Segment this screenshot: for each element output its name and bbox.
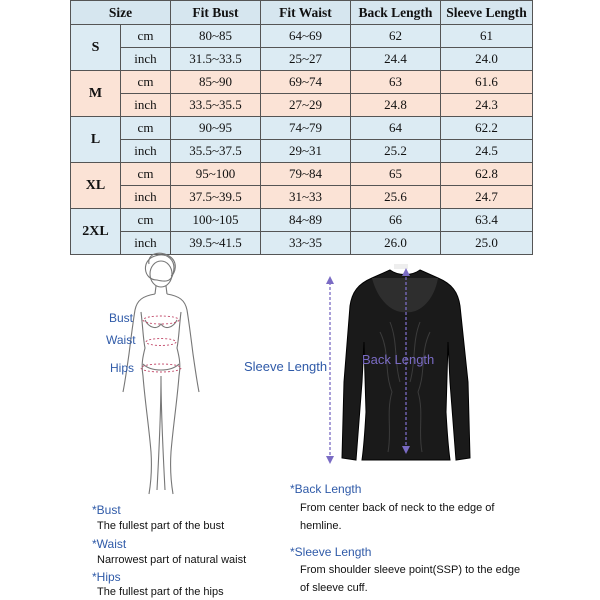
header-fit-bust: Fit Bust xyxy=(171,1,261,25)
size-cell: XL xyxy=(71,163,121,209)
def-text-sleeve-length-line1: From shoulder sleeve point(SSP) to the edge xyxy=(300,564,521,576)
table-row xyxy=(71,94,533,117)
figure-label-hips: Hips xyxy=(110,361,135,375)
body-figure-illustration xyxy=(95,252,235,502)
back-length-cell: 25.2 xyxy=(351,140,441,163)
table-row xyxy=(71,71,533,94)
def-text-bust: The fullest part of the bust xyxy=(97,520,225,532)
header-fit-waist: Fit Waist xyxy=(261,1,351,25)
unit-cell: inch xyxy=(121,48,171,71)
fit-bust-cell: 39.5~41.5 xyxy=(171,232,261,255)
fit-bust-cell: 31.5~33.5 xyxy=(171,48,261,71)
def-text-sleeve-length-line2: of sleeve cuff. xyxy=(300,582,368,594)
fit-waist-cell: 27~29 xyxy=(261,94,351,117)
back-length-cell: 66 xyxy=(351,209,441,232)
fit-waist-cell: 69~74 xyxy=(261,71,351,94)
header-back-length: Back Length xyxy=(351,1,441,25)
unit-cell: cm xyxy=(121,163,171,186)
def-text-back-length-line2: hemline. xyxy=(300,520,342,532)
def-term-waist: *Waist xyxy=(92,537,127,551)
unit-cell: inch xyxy=(121,94,171,117)
header-sleeve-length: Sleeve Length xyxy=(441,1,533,25)
header-size: Size xyxy=(71,1,171,25)
fit-bust-cell: 35.5~37.5 xyxy=(171,140,261,163)
table-header-row xyxy=(71,1,533,25)
sleeve-length-cell: 63.4 xyxy=(441,209,533,232)
fit-waist-cell: 79~84 xyxy=(261,163,351,186)
def-term-bust: *Bust xyxy=(92,503,121,517)
sleeve-length-cell: 24.3 xyxy=(441,94,533,117)
size-chart-table xyxy=(70,0,533,255)
back-length-cell: 26.0 xyxy=(351,232,441,255)
def-term-hips: *Hips xyxy=(92,570,121,584)
sleeve-length-cell: 24.0 xyxy=(441,48,533,71)
unit-cell: inch xyxy=(121,232,171,255)
back-length-cell: 64 xyxy=(351,117,441,140)
sleeve-length-cell: 24.5 xyxy=(441,140,533,163)
size-cell: L xyxy=(71,117,121,163)
fit-bust-cell: 95~100 xyxy=(171,163,261,186)
fit-waist-cell: 84~89 xyxy=(261,209,351,232)
def-term-sleeve-length: *Sleeve Length xyxy=(290,545,372,559)
back-length-cell: 25.6 xyxy=(351,186,441,209)
fit-waist-cell: 29~31 xyxy=(261,140,351,163)
def-text-hips: The fullest part of the hips xyxy=(97,586,224,598)
unit-cell: inch xyxy=(121,186,171,209)
figure-label-waist: Waist xyxy=(106,333,136,347)
fit-waist-cell: 74~79 xyxy=(261,117,351,140)
sleeve-length-cell: 25.0 xyxy=(441,232,533,255)
size-cell: M xyxy=(71,71,121,117)
fit-waist-cell: 33~35 xyxy=(261,232,351,255)
def-text-waist: Narrowest part of natural waist xyxy=(97,554,247,566)
shirt-label-sleeve-length: Sleeve Length xyxy=(244,359,328,374)
fit-bust-cell: 100~105 xyxy=(171,209,261,232)
def-term-back-length: *Back Length xyxy=(290,482,362,496)
shirt-label-back-length: Back Length xyxy=(362,352,435,367)
table-row xyxy=(71,209,533,232)
back-length-cell: 65 xyxy=(351,163,441,186)
fit-waist-cell: 25~27 xyxy=(261,48,351,71)
back-length-cell: 24.4 xyxy=(351,48,441,71)
sleeve-length-cell: 62.8 xyxy=(441,163,533,186)
sleeve-length-cell: 61 xyxy=(441,25,533,48)
table-row xyxy=(71,25,533,48)
back-length-cell: 62 xyxy=(351,25,441,48)
table-row xyxy=(71,140,533,163)
sleeve-length-cell: 62.2 xyxy=(441,117,533,140)
unit-cell: cm xyxy=(121,117,171,140)
sleeve-length-cell: 24.7 xyxy=(441,186,533,209)
size-cell: 2XL xyxy=(71,209,121,255)
fit-waist-cell: 31~33 xyxy=(261,186,351,209)
table-row xyxy=(71,186,533,209)
sleeve-length-cell: 61.6 xyxy=(441,71,533,94)
def-text-back-length-line1: From center back of neck to the edge of xyxy=(300,502,495,514)
table-row xyxy=(71,117,533,140)
figure-label-bust: Bust xyxy=(109,311,134,325)
fit-bust-cell: 90~95 xyxy=(171,117,261,140)
table-row xyxy=(71,48,533,71)
unit-cell: cm xyxy=(121,71,171,94)
back-length-cell: 24.8 xyxy=(351,94,441,117)
back-length-cell: 63 xyxy=(351,71,441,94)
fit-bust-cell: 85~90 xyxy=(171,71,261,94)
table-row xyxy=(71,163,533,186)
unit-cell: inch xyxy=(121,140,171,163)
fit-waist-cell: 64~69 xyxy=(261,25,351,48)
unit-cell: cm xyxy=(121,209,171,232)
unit-cell: cm xyxy=(121,25,171,48)
fit-bust-cell: 37.5~39.5 xyxy=(171,186,261,209)
fit-bust-cell: 33.5~35.5 xyxy=(171,94,261,117)
fit-bust-cell: 80~85 xyxy=(171,25,261,48)
size-cell: S xyxy=(71,25,121,71)
